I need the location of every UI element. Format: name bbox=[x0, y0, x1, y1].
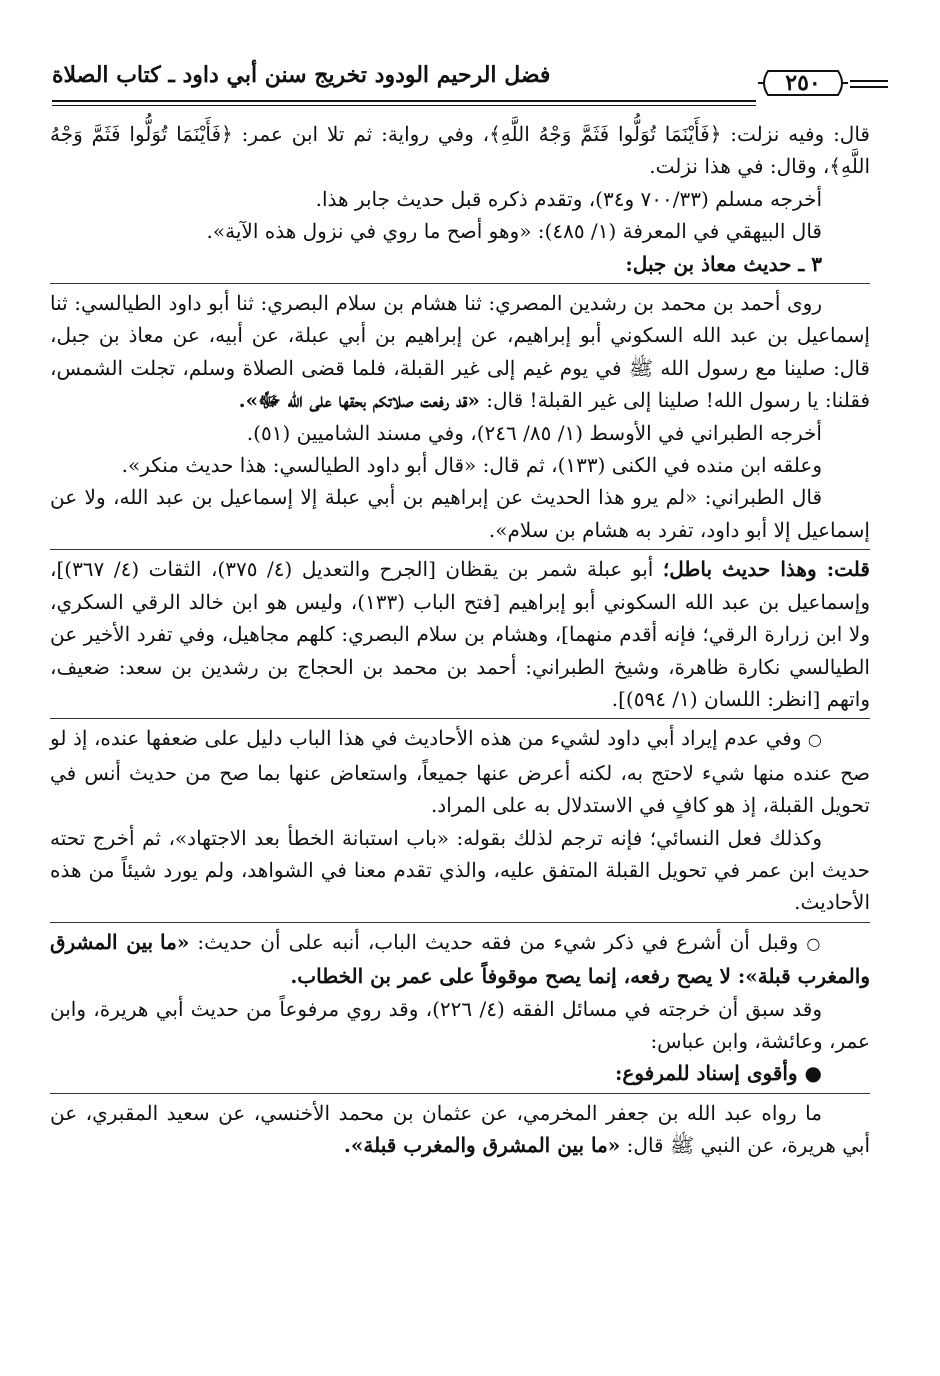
makhrami-text: ما رواه عبد الله بن جعفر المخرمي، عن عثمان بن محمد الأخنسي، عن سعيد المقبري، عن أبي هريرة، عن النبي ﷺ قال: bbox=[50, 1100, 870, 1158]
paragraph-bayhaqi: قال البيهقي في المعرفة (١/ ٤٨٥): «وهو أصح ما روي في نزول هذه الآية». bbox=[206, 219, 822, 244]
header-ornament-lines bbox=[850, 80, 888, 92]
section-divider bbox=[50, 1093, 870, 1094]
paragraph-muadh-hadith bbox=[50, 287, 870, 417]
fiqh-note-quote: «ما بين المشرق والمغرب قبلة»: لا يصح رفعه، إنما يصح موقوفاً على عمر بن الخطاب. bbox=[50, 929, 870, 989]
paragraph-muslim-takhrij: أخرجه مسلم (٧٠٠/٣٣ و٣٤)، وتقدم ذكره قبل حديث جابر هذا. bbox=[315, 186, 822, 211]
muadh-hadith-quote: «قد رفعت صلاتكم بحقها على الله ﷻ». bbox=[238, 388, 480, 413]
section-divider bbox=[50, 283, 870, 284]
section-divider bbox=[50, 718, 870, 719]
verdict-text: أبو عبلة شمر بن يقظان [الجرح والتعديل (٤/ ٣٧٥)، الثقات (٤/ ٣٦٧)]، وإسماعيل بن عبد الله السكوني أبو إبراهيم [فتح الباب (١٣٣)، وليس هو ابن خالد الرقي السكري، ولا ابن زرارة الرقي؛ فإنه أقدم منهما]، وهشام بن سلام البصري: كلهم مجاهيل، وفي تفرد الأخير عن الطيالسي نكارة ظاهرة، وشيخ الطبراني: أحمد بن محمد بن الحجاج بن رشدين بن سعد: ضعيف، واتهم [انظر: اللسان (١/ ٥٩٤)]. bbox=[50, 557, 870, 711]
section-divider bbox=[50, 549, 870, 550]
fiqh-note-text: وقبل أن أشرع في ذكر شيء من فقه حديث الباب، أنبه على أن حديث: bbox=[189, 929, 807, 954]
ring-bullet-icon: ○ bbox=[807, 730, 823, 750]
paragraph-nasai: وكذلك فعل النسائي؛ فإنه ترجم لذلك بقوله: «باب استبانة الخطأ بعد الاجتهاد»، ثم أخرج تحته حديث ابن عمر في تحويل القبلة المتفق عليه، والذي تقدم معنا في الشواهد، ولم يورد شيئاً من هذه الأحاديث. bbox=[50, 825, 870, 915]
page-number: ٢٥٠ bbox=[785, 70, 821, 96]
paragraph-tabarani-takhrij: أخرجه الطبراني في الأوسط (١/ ٨٥/ ٢٤٦)، وفي مسند الشاميين (٥١). bbox=[246, 420, 822, 445]
verdict-label: قلت: وهذا حديث باطل؛ bbox=[662, 557, 870, 582]
running-title: فضل الرحيم الودود تخريج سنن أبي داود ـ كتاب الصلاة bbox=[52, 62, 551, 88]
paragraph-quran-verse: قال: وفيه نزلت: ﴿فَأَيْنَمَا تُوَلُّوا فَثَمَّ وَجْهُ اللَّهِ﴾، وفي رواية: ثم تلا ابن عمر: ﴿فَأَيْنَمَا تُوَلُّوا فَثَمَّ وَجْهُ اللَّهِ﴾، وقال: في هذا نزلت. bbox=[50, 122, 870, 179]
paragraph-masail-fiqh: وقد سبق أن خرجته في مسائل الفقه (٤/ ٢٢٦)، وقد روي مرفوعاً من حديث أبي هريرة، وابن عمر، وعائشة، وابن عباس: bbox=[50, 996, 870, 1053]
paragraph-ibn-mandah: وعلقه ابن منده في الكنى (١٣٣)، ثم قال: «قال أبو داود الطيالسي: هذا حديث منكر». bbox=[121, 453, 822, 478]
muadh-hadith-text: روى أحمد بن محمد بن رشدين المصري: ثنا هشام بن سلام البصري: ثنا أبو داود الطيالسي: ثنا إسماعيل بن عبد الله السكوني أبو إبراهيم، عن إبراهيم بن أبي عبلة، عن أبيه، عن معاذ بن جبل، قال: صلينا مع رسول الله ﷺ في يوم غيم إلى غير القبلة، فلما قضى الصلاة وسلم، تجلت الشمس، فقلنا: يا رسول الله! صلينا إلى غير القبلة! قال: bbox=[50, 291, 870, 413]
section-heading-strongest-isnad: ● وأقوى إسناد للمرفوع: bbox=[615, 1061, 822, 1086]
header-rule-thin bbox=[52, 105, 756, 106]
paragraph-verdict bbox=[50, 553, 870, 715]
ring-bullet-icon: ○ bbox=[806, 933, 823, 953]
paragraph-abu-dawud-omission bbox=[50, 722, 870, 821]
header-rule bbox=[52, 100, 756, 102]
paragraph-makhrami bbox=[50, 1097, 870, 1162]
section-divider bbox=[50, 922, 870, 923]
paragraph-fiqh-note bbox=[50, 926, 870, 993]
page-header bbox=[52, 60, 888, 108]
abu-dawud-omission-text: وفي عدم إيراد أبي داود لشيء من هذه الأحاديث في هذا الباب دليل على ضعفها عنده، إذ لو صح عنده منها شيء لاحتج به، لكنه أعرض عنها جميعاً، واستعاض عنها بما صح من حديث أنس في تحويل القبلة، إذ هو كافٍ في الاستدلال به على المراد. bbox=[50, 726, 870, 818]
page-body bbox=[50, 118, 870, 1162]
paragraph-tabarani-quote: قال الطبراني: «لم يرو هذا الحديث عن إبراهيم بن أبي عبلة إلا إسماعيل بن عبد الله، ولا عن إسماعيل إلا أبو داود، تفرد به هشام بن سلام». bbox=[50, 485, 870, 542]
section-heading-muadh: ٣ ـ حديث معاذ بن جبل: bbox=[625, 251, 822, 276]
page-number-frame bbox=[758, 68, 848, 98]
makhrami-quote: «ما بين المشرق والمغرب قبلة». bbox=[343, 1133, 621, 1158]
